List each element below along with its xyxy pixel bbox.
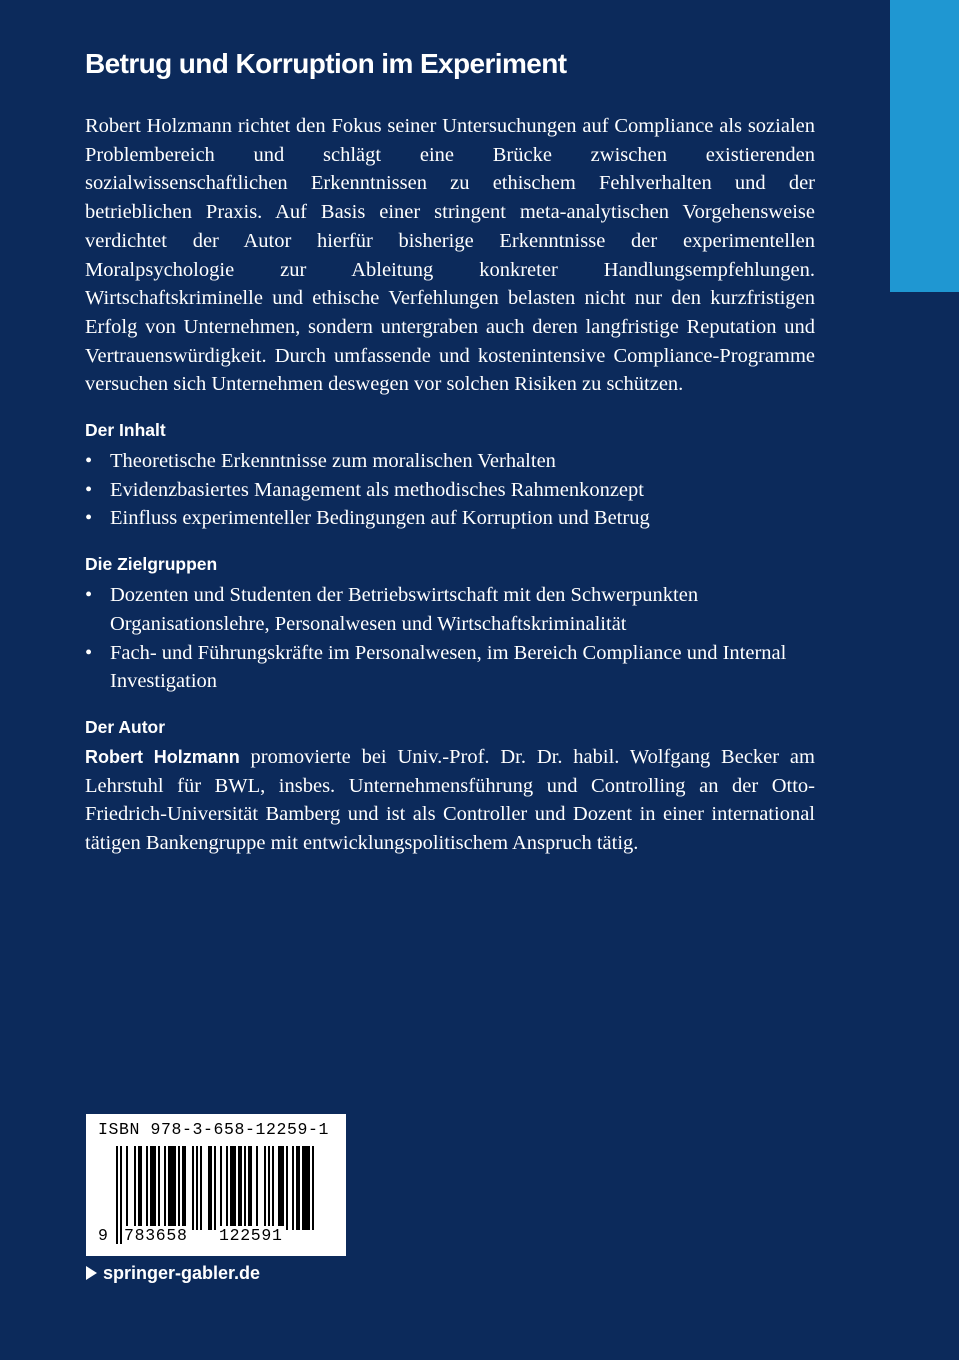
barcode-bar [196, 1146, 198, 1230]
arrow-right-icon [86, 1266, 97, 1280]
bullet-icon: • [85, 641, 93, 664]
barcode-bar [302, 1146, 310, 1230]
inhalt-list [85, 447, 815, 533]
list-item [85, 639, 815, 696]
section-heading-zielgruppen: Die Zielgruppen [85, 554, 218, 575]
list-item-text: Dozenten und Studenten der Betriebswirtschaft mit den Schwerpunkten Organisationslehre, Personalwesen und Wirtschaftskriminalität [110, 584, 699, 635]
barcode-bar [312, 1146, 314, 1230]
website-text: springer-gabler.de [103, 1263, 261, 1283]
barcode-bar [168, 1146, 176, 1230]
ean-right-digits: 122591 [219, 1226, 283, 1245]
barcode-bar [264, 1146, 266, 1230]
barcode-bar [278, 1146, 284, 1230]
barcode-bar [150, 1146, 156, 1230]
section-heading-autor: Der Autor [85, 716, 166, 737]
author-bio-text: promovierte bei Univ.-Prof. Dr. Dr. habil. Wolfgang Becker am Lehrstuhl für BWL, insbes. Unternehmensführung und Controlling an der Otto-Friedrich-Universität Bamberg und ist als Controller und Dozent in einer international tätigen Bankengruppe mit entwicklungspolitischem Anspruch tätig. [85, 745, 815, 855]
barcode-bar [238, 1146, 242, 1230]
author-bio [85, 743, 815, 858]
list-item [85, 447, 815, 476]
barcode-bar [272, 1146, 274, 1230]
ean-left-digits: 783658 [124, 1226, 188, 1245]
barcode-bar [182, 1146, 186, 1230]
barcode-bar [146, 1146, 148, 1230]
book-description: Robert Holzmann richtet den Fokus seiner Untersuchungen auf Compliance als sozialen Problembereich und schlägt eine Brücke zwischen existierenden sozialwissenschaftlichen Erkenntnissen zu ethischem Fehlverhalten und der betrieblichen Praxis. Auf Basis einer stringent meta-analytischen Vorgehensweise verdichtet der Autor hierfür bisherige Erkenntnisse der experimentellen Moralpsychologie zur Ableitung konkreter Handlungsempfehlungen. Wirtschaftskriminelle und ethische Verfehlungen belasten nicht nur den kurzfristigen Erfolg von Unternehmen, sondern untergraben auch deren langfristige Reputation und Vertrauenswürdigkeit. Durch umfassende und kostenintensive Compliance-Programme versuchen sich Unternehmen deswegen vor solchen Risiken zu schützen. [85, 115, 815, 396]
zielgruppen-list [85, 581, 815, 696]
list-item-text: Einfluss experimenteller Bedingungen auf Korruption und Betrug [110, 507, 650, 530]
list-item-text: Theoretische Erkenntnisse zum moralischen Verhalten [110, 450, 556, 473]
bullet-icon: • [85, 478, 93, 501]
book-title: Betrug und Korruption im Experiment [85, 48, 567, 79]
barcode-bar [134, 1146, 136, 1230]
barcode-bar [220, 1146, 222, 1230]
isbn-label: ISBN 978-3-658-12259-1 [98, 1120, 330, 1139]
list-item-text: Evidenzbasiertes Management als methodisches Rahmenkonzept [110, 478, 644, 501]
accent-bar [890, 0, 959, 292]
barcode-bar [178, 1146, 180, 1230]
section-heading-inhalt: Der Inhalt [85, 420, 166, 441]
publisher-website[interactable] [86, 1260, 260, 1286]
bullet-icon: • [85, 584, 93, 607]
barcode-bar [256, 1146, 258, 1230]
barcode-bar [158, 1146, 160, 1230]
back-cover-content [85, 42, 815, 858]
barcode-bar [244, 1146, 246, 1230]
list-item [85, 504, 815, 533]
barcode-bar [138, 1146, 142, 1230]
list-item [85, 581, 815, 638]
list-item [85, 476, 815, 505]
list-item-text: Fach- und Führungskräfte im Personalwesen, im Bereich Compliance und Internal Investigation [110, 641, 787, 693]
barcode-bar [164, 1146, 166, 1230]
barcode-bar [248, 1146, 252, 1230]
barcode-bar [214, 1146, 216, 1230]
isbn-barcode [86, 1114, 346, 1256]
barcode-bar [208, 1146, 212, 1230]
barcode-bar [116, 1146, 118, 1244]
author-name: Robert Holzmann [85, 746, 240, 767]
barcode-bar [292, 1146, 294, 1230]
barcode-bar [126, 1146, 128, 1230]
ean-first-digit: 9 [98, 1226, 108, 1245]
bullet-icon: • [85, 450, 93, 473]
barcode-bar [286, 1146, 288, 1230]
barcode-bar [296, 1146, 300, 1230]
bullet-icon: • [85, 507, 93, 530]
barcode-bar [200, 1146, 202, 1230]
barcode-bar [120, 1146, 122, 1244]
barcode-bar [192, 1146, 194, 1230]
barcode-bar [268, 1146, 270, 1230]
